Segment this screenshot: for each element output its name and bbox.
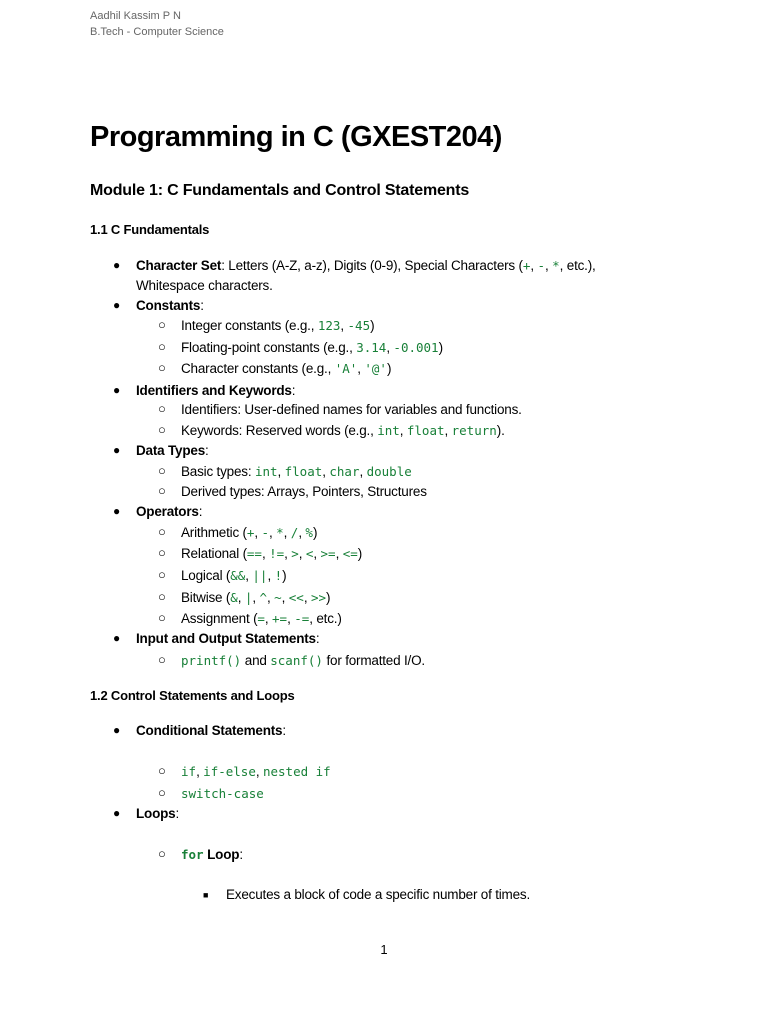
bullet-circle-icon: ○ (158, 763, 166, 778)
bullet-circle-icon: ○ (158, 422, 166, 437)
code-snippet: * (552, 258, 560, 273)
code-snippet: + (246, 525, 255, 540)
code-snippet: nested if (262, 764, 331, 779)
list-item-loops: Loops: (136, 806, 180, 821)
code-snippet: += (272, 611, 288, 626)
code-snippet: - (261, 525, 270, 540)
list-item-for-desc: Executes a block of code a specific number of times. (226, 887, 531, 902)
section-heading-fundamentals: 1.1 C Fundamentals (90, 222, 210, 237)
item-text: : Letters (A-Z, a-z), Digits (0-9), Special Characters ( (221, 258, 523, 273)
code-snippet: / (290, 525, 299, 540)
list-item-conditional: Conditional Statements: (136, 723, 286, 738)
list-item-char-constants: Character constants (e.g., 'A', '@') (181, 361, 392, 376)
code-snippet: printf() (181, 653, 242, 668)
term-label: Data Types (136, 443, 206, 458)
item-text: Relational ( (181, 546, 247, 561)
code-snippet: char (329, 464, 360, 479)
bullet-circle-icon: ○ (158, 317, 166, 332)
bullet-circle-icon: ○ (158, 785, 166, 800)
code-snippet: < (305, 546, 314, 561)
list-item-charset: Character Set: Letters (A-Z, a-z), Digits (0-9), Special Characters (+, -, *, etc.), (136, 258, 596, 273)
term-label: Input and Output Statements (136, 631, 316, 646)
list-item-basic-types: Basic types: int, float, char, double (181, 464, 412, 479)
item-text: , etc.) (309, 611, 342, 626)
code-snippet: if-else (203, 764, 256, 779)
bullet-square-icon: ■ (203, 890, 209, 900)
item-text: for formatted I/O. (322, 653, 425, 668)
code-snippet: != (269, 546, 285, 561)
term-label: Loops (136, 806, 176, 821)
code-snippet: >= (320, 546, 336, 561)
bullet-circle-icon: ○ (158, 463, 166, 478)
code-snippet: -= (294, 611, 310, 626)
item-text: Floating-point constants (e.g., (181, 340, 357, 355)
code-snippet: <= (342, 546, 358, 561)
list-item-derived-types: Derived types: Arrays, Pointers, Structures (181, 484, 427, 499)
item-text: Basic types: (181, 464, 255, 479)
item-text: Arithmetic ( (181, 525, 247, 540)
code-snippet: & (230, 590, 238, 605)
code-snippet: switch-case (181, 786, 264, 801)
term-label: Constants (136, 298, 201, 313)
bullet-circle-icon: ○ (158, 589, 166, 604)
bullet-circle-icon: ○ (158, 652, 166, 667)
code-snippet: if (181, 764, 197, 779)
item-text: and (241, 653, 271, 668)
bullet-disc-icon: ● (113, 443, 121, 457)
code-snippet: for (181, 847, 204, 862)
module-heading: Module 1: C Fundamentals and Control Statements (90, 182, 470, 199)
list-item-for-loop: for Loop: (181, 847, 243, 862)
code-snippet: int (377, 423, 400, 438)
list-item-logical: Logical (&&, ||, !) (181, 568, 287, 583)
bullet-circle-icon: ○ (158, 846, 166, 861)
bullet-disc-icon: ● (113, 383, 121, 397)
list-item-float-constants: Floating-point constants (e.g., 3.14, -0.001) (181, 340, 443, 355)
code-snippet: || (252, 568, 268, 583)
code-snippet: + (522, 258, 531, 273)
bullet-circle-icon: ○ (158, 524, 166, 539)
bullet-circle-icon: ○ (158, 610, 166, 625)
page-number: 1 (380, 942, 388, 957)
code-snippet: | (244, 590, 253, 605)
item-text: Keywords: Reserved words (e.g., (181, 423, 378, 438)
document-title: Programming in C (GXEST204) (90, 121, 502, 153)
bullet-disc-icon: ● (113, 723, 121, 737)
bullet-disc-icon: ● (113, 504, 121, 518)
section-heading-control: 1.2 Control Statements and Loops (90, 688, 295, 703)
code-snippet: ^ (259, 590, 268, 605)
list-item-charset-continued: Whitespace characters. (136, 278, 273, 293)
code-snippet: - (537, 258, 546, 273)
item-text: Character constants (e.g., (181, 361, 335, 376)
code-snippet: % (305, 525, 313, 540)
author-name: Aadhil Kassim P N (90, 10, 181, 22)
term-label: Character Set (136, 258, 222, 273)
code-snippet: ! (274, 568, 283, 583)
bullet-circle-icon: ○ (158, 545, 166, 560)
term-label: Identifiers and Keywords (136, 383, 292, 398)
code-snippet: scanf() (270, 653, 323, 668)
bullet-disc-icon: ● (113, 631, 121, 645)
code-snippet: '@' (364, 361, 387, 376)
code-snippet: ~ (274, 590, 282, 605)
code-snippet: -45 (347, 318, 371, 333)
bullet-disc-icon: ● (113, 258, 121, 272)
item-text: Integer constants (e.g., (181, 318, 318, 333)
bullet-circle-icon: ○ (158, 339, 166, 354)
list-item-assignment: Assignment (=, +=, -=, etc.) (181, 611, 342, 626)
code-snippet: << (288, 590, 304, 605)
code-snippet: 'A' (334, 361, 358, 376)
list-item-if-variants: if, if-else, nested if (181, 764, 331, 779)
code-snippet: 123 (317, 318, 341, 333)
code-snippet: -0.001 (393, 340, 439, 355)
list-item-io-functions (181, 651, 425, 671)
list-item-bitwise: Bitwise (&, |, ^, ~, <<, >>) (181, 590, 331, 605)
item-text: , etc.), (559, 258, 596, 273)
code-snippet: >> (310, 590, 327, 605)
bullet-disc-icon: ● (113, 298, 121, 312)
item-text: Logical ( (181, 568, 231, 583)
term-label: Loop (203, 847, 240, 862)
list-item-keywords: Keywords: Reserved words (e.g., int, float, return). (181, 423, 505, 438)
code-snippet: && (230, 568, 246, 583)
list-item-arithmetic: Arithmetic (+, -, *, /, %) (181, 525, 318, 540)
code-snippet: > (291, 546, 299, 561)
code-snippet: double (366, 464, 412, 479)
term-label: Conditional Statements (136, 723, 283, 738)
list-item-identifiers: Identifiers and Keywords: (136, 383, 296, 398)
bullet-circle-icon: ○ (158, 401, 166, 416)
bullet-circle-icon: ○ (158, 483, 166, 498)
item-text: Assignment ( (181, 611, 258, 626)
list-item-integer-constants: Integer constants (e.g., 123, -45) (181, 318, 375, 333)
page-header (90, 9, 224, 40)
code-snippet: 3.14 (356, 340, 387, 355)
bullet-circle-icon: ○ (158, 567, 166, 582)
code-snippet: = (257, 611, 265, 626)
list-item-identifiers-desc: Identifiers: User-defined names for variables and functions. (181, 402, 522, 417)
program-name: B.Tech - Computer Science (90, 25, 224, 38)
term-label: Operators (136, 504, 199, 519)
code-snippet: == (246, 546, 262, 561)
bullet-disc-icon: ● (113, 806, 121, 820)
code-snippet: return (451, 423, 497, 438)
item-text: Bitwise ( (181, 590, 231, 605)
code-snippet: * (276, 525, 284, 540)
code-snippet: float (406, 423, 445, 438)
code-snippet: float (284, 464, 323, 479)
list-item-constants: Constants: (136, 298, 204, 313)
code-snippet: int (254, 464, 278, 479)
list-item-io: Input and Output Statements: (136, 631, 320, 646)
bullet-circle-icon: ○ (158, 360, 166, 375)
list-item-data-types: Data Types: (136, 443, 209, 458)
list-item-relational: Relational (==, !=, >, <, >=, <=) (181, 546, 363, 561)
list-item-switch (181, 784, 264, 804)
list-item-operators: Operators: (136, 504, 203, 519)
